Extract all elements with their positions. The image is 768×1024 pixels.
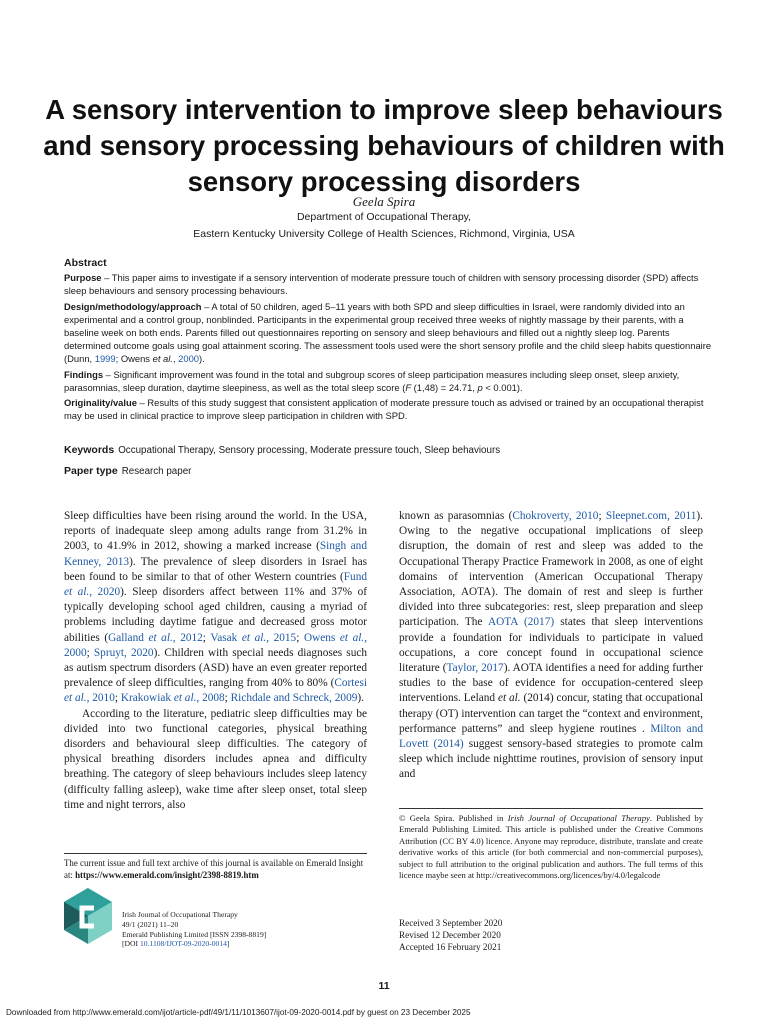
- citation-link[interactable]: Krakowiak: [120, 692, 174, 705]
- citation-link[interactable]: et al.: [64, 586, 90, 599]
- text-run: Irish Journal of Occupational Therapy: [507, 813, 650, 823]
- text-run: ;: [114, 692, 121, 705]
- right-column: [399, 509, 703, 783]
- citation-link[interactable]: Owens: [303, 631, 340, 644]
- text-run: known as parasomnias (: [399, 510, 513, 522]
- archive-link[interactable]: https://www.emerald.com/insight/2398-8819.htm: [75, 870, 259, 880]
- keywords-text: Occupational Therapy, Sensory processing, Moderate pressure touch, Sleep behaviours: [118, 445, 501, 456]
- text-run: (2014) concur, stating that occupational therapy (OT) intervention can target the “context and environment, performance patterns” and sleep hygiene routines .: [399, 692, 704, 735]
- abstract: [64, 257, 712, 424]
- paper-type: [64, 465, 712, 477]
- keywords: [64, 444, 712, 456]
- citation-link[interactable]: Taylor, 2017: [446, 662, 504, 675]
- author-name: Geela Spira: [352, 194, 416, 209]
- paper-type-label: Paper type: [64, 465, 118, 477]
- left-column: [64, 509, 367, 813]
- right-paragraph-1: [399, 509, 703, 783]
- text-run: ;: [598, 510, 606, 522]
- citation-link[interactable]: , 2008: [196, 692, 225, 705]
- text-run: ;: [224, 692, 231, 705]
- findings-f: F: [405, 381, 412, 393]
- citation-link[interactable]: Singh and Kenney, 2013: [64, 540, 367, 568]
- text-run: states that sleep interventions provide a foundation for individuals to participate in valued occupations, a core concept found in occupational science literature (: [399, 616, 704, 675]
- citation-link[interactable]: et al.: [64, 692, 87, 705]
- keywords-label: Keywords: [64, 444, 115, 456]
- left-paragraph-2: According to the literature, pediatric sleep difficulties may be divided into two functional categories, physical breathing disorders and behavioural sleep difficulties. The category of physical breathing disorders includes apnea and difficulty breathing. The category of sleep behaviours includes sleep latency (difficulty falling asleep), wake time after sleep onset, total sleep time and night terrors, also: [64, 707, 367, 811]
- citation-link[interactable]: Vasak: [210, 631, 242, 644]
- text-run: ). The prevalence of sleep disorders in Israel has been found to be similar to that of other Western countries (: [64, 555, 367, 583]
- citation-link[interactable]: , 2000: [64, 631, 368, 659]
- citation-link[interactable]: , 2012: [172, 631, 203, 644]
- design-comma: ,: [172, 353, 179, 365]
- citation-link[interactable]: , 2020: [89, 586, 121, 599]
- design-text: – A total of 50 children, aged 5–11 years with both SPD and sleep difficulties in Israel, were randomly divided into an experimental and a control group, nonblinded. Participants in the experimental group received three weeks of nightly massage by their parents, with a baseline week on both ends. Parents filled out questionnaires reporting on sensory and sleep behaviours and filled out a nightly sleep log. Parents determined outcome goals using goal attainment scoring. The assessment tools used were the short sensory profile and the child sleep habits questionnaire (Dunn,: [64, 300, 712, 365]
- copyright-rule: [399, 808, 703, 809]
- design-etal: et al.: [152, 353, 173, 365]
- citation-link[interactable]: et al.: [173, 692, 197, 705]
- article-title: A sensory intervention to improve sleep behaviours and sensory processing behaviours of children with sensory processing disorders: [43, 94, 725, 197]
- abstract-purpose: [64, 271, 712, 297]
- received-date: Received 3 September 2020: [399, 918, 503, 928]
- findings-label: Findings: [64, 368, 104, 380]
- download-footer: Downloaded from http://www.emerald.com/ijot/article-pdf/49/1/11/1013607/ijot-09-2020-0014.pdf by guest on 23 December 2025: [6, 1008, 471, 1017]
- text-run: . Published by Emerald Publishing Limited. This article is published under the Creative Commons Attribution (CC BY 4.0) licence. Anyone may reproduce, distribute, translate and create derivative works of this article (for both commercial and non-commercial purposes), subject to full attribution to the original publication and authors. The full terms of this licence maybe seen at http://creativecommons.org/licences/by/4.0/legalcode: [399, 813, 703, 881]
- text-run: ).: [357, 692, 364, 705]
- citation-link[interactable]: et al.: [148, 631, 173, 644]
- doi-link[interactable]: 10.1108/IJOT-09-2020-0014: [139, 939, 227, 949]
- archive-rule: [64, 853, 367, 854]
- design-label: Design/methodology/approach: [64, 300, 202, 312]
- citation-link[interactable]: Cortesi: [334, 677, 367, 690]
- text-run: ). Children with special needs diagnoses such as autism spectrum disorders (ASD) have an even greater reported prevalence of sleep difficulties, ranging from 40% to 80% (: [64, 646, 368, 690]
- abstract-originality: [64, 396, 712, 422]
- originality-text: – Results of this study suggest that consistent application of moderate pressure touch as advised or trained by an occupational therapist may be used in clinical practice to improve sleep participation in children with SPD.: [64, 397, 704, 422]
- history-dates: [399, 917, 502, 953]
- citation-link[interactable]: AOTA (2017): [487, 616, 555, 629]
- accepted-date: Accepted 16 February 2021: [399, 942, 502, 952]
- journal-name: Irish Journal of Occupational Therapy: [122, 910, 238, 919]
- findings-p: p: [477, 381, 483, 393]
- findings-stats: (1,48) = 24.71,: [411, 381, 478, 393]
- citation-link[interactable]: et al.: [339, 631, 365, 644]
- archive-text: The current issue and full text archive of this journal is available on Emerald Insight at:: [64, 858, 364, 880]
- affiliation-department: Department of Occupational Therapy,: [296, 211, 472, 223]
- text-run: ). Sleep disorders affect between 11% and 37% of typically developing school aged children, causing a myriad of problems including daytime fatigue and decreased gross motor abilities (: [64, 586, 367, 644]
- paper-type-text: Research paper: [121, 466, 192, 477]
- text-run: ). Owing to the negative occupational implications of sleep disruption, the domain of rest and sleep was added to the Occupational Therapy Practice Framework in 2008, as one of eight domains of intervention (American Occupational Therapy Association, AOTA). The domain of rest and sleep is further divided into three subcategories: rest, sleep preparation and sleep participation. The: [399, 510, 703, 629]
- copyright-notice: [399, 813, 703, 881]
- archive-note: [64, 857, 367, 881]
- citation-link[interactable]: Fund: [343, 570, 367, 583]
- affiliation-university: Eastern Kentucky University College of Health Sciences, Richmond, Virginia, USA: [193, 228, 575, 240]
- citation-link[interactable]: Galland: [108, 631, 149, 644]
- purpose-label: Purpose: [64, 272, 102, 284]
- journal-volume: 49/1 (2021) 11–20: [122, 919, 179, 929]
- text-run: et al.: [497, 692, 521, 705]
- citation-link[interactable]: Spruyt, 2020: [93, 646, 154, 659]
- citation-link[interactable]: Milton and Lovett (2014): [399, 722, 703, 751]
- citation-link[interactable]: 1999: [94, 353, 116, 365]
- journal-info: [122, 910, 266, 949]
- journal-publisher: Emerald Publishing Limited [ISSN 2398-8819]: [122, 929, 267, 939]
- text-run: ). AOTA identifies a need for adding further studies to the base of evidence for occupation-centered sleep interventions. Leland: [399, 662, 703, 705]
- findings-end: < 0.001).: [482, 381, 523, 393]
- design-text-end: ).: [199, 353, 205, 365]
- page-number: 11: [378, 980, 390, 992]
- text-run: ;: [202, 631, 211, 644]
- text-run: ;: [296, 631, 304, 644]
- abstract-heading: Abstract: [64, 257, 107, 269]
- text-run: Sleep difficulties have been rising around the world. In the USA, reports of inadequate sleep among adults range from 31.2% in 2003, to 41.9% in 2012, showing a marked increase (: [64, 510, 367, 553]
- emerald-publishing-logo-icon: [64, 888, 112, 944]
- findings-text: – Significant improvement was found in the total and subgroup scores of sleep participation measures including sleep onset, sleep anxiety, parasomnias, sleep duration, daytime sleepiness, as well as the total sleep score (: [64, 368, 680, 393]
- citation-link[interactable]: , 2010: [86, 692, 115, 705]
- text-run: suggest sensory-based strategies to promote calm sleep which include nighttime routines, provision of sensory input and: [399, 738, 703, 781]
- citation-link[interactable]: et al.: [241, 631, 267, 644]
- text-run: © Geela Spira. Published in: [399, 813, 508, 823]
- text-run: ;: [86, 646, 94, 659]
- originality-label: Originality/value: [64, 397, 137, 409]
- abstract-findings: [64, 368, 712, 394]
- citation-link[interactable]: , 2015: [266, 631, 297, 644]
- citation-link[interactable]: Chokroverty, 2010: [512, 510, 599, 522]
- left-paragraph-1: [64, 509, 367, 707]
- citation-link[interactable]: Sleepnet.com, 2011: [605, 510, 697, 522]
- abstract-design: [64, 300, 712, 366]
- revised-date: Revised 12 December 2020: [399, 930, 501, 940]
- design-text-mid: ; Owens: [115, 353, 153, 365]
- journal-doi: [122, 939, 266, 949]
- doi-prefix: [DOI: [122, 939, 140, 949]
- doi-suffix: ]: [226, 939, 230, 949]
- citation-link[interactable]: Richdale and Schreck, 2009: [230, 692, 358, 705]
- citation-link[interactable]: 2000: [178, 353, 200, 365]
- purpose-text: – This paper aims to investigate if a sensory intervention of moderate pressure touch of children with sensory processing disorder (SPD) affects sleep behaviours and sensory processing behaviours.: [64, 272, 699, 297]
